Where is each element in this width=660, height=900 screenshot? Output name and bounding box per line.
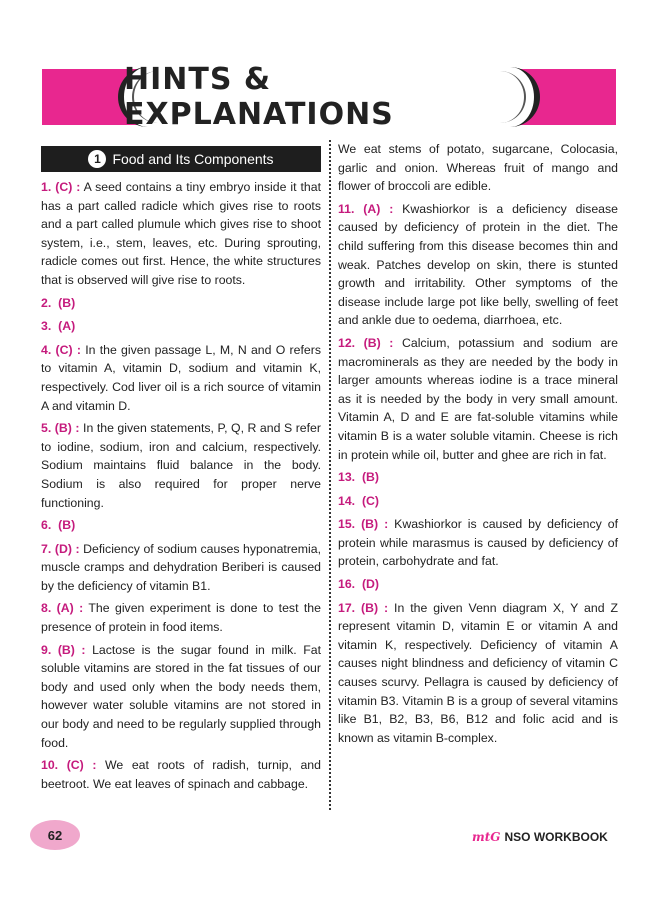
entry-answer: (C) : — [55, 342, 81, 357]
entry-text: Kwashiorkor is a deficiency disease caused by deficiency of protein in the diet. The child suffering from this disease becomes thin and weak. Patches develop on skin, there is stunted growth and irritability. Other symptoms of the disease include large pot like belly, swelling of feet and ankle due to oedema, diarrhoea, etc. — [338, 201, 618, 328]
entry-label: 7. — [41, 541, 52, 556]
entry-answer: (A) — [58, 319, 76, 334]
entry-answer: (B) : — [54, 421, 80, 436]
entry-answer: (B) : — [361, 517, 389, 532]
entry-label: 13. — [338, 470, 356, 485]
header-title-pill — [118, 62, 540, 132]
entry-label: 14. — [338, 493, 356, 508]
entry-answer: (B) — [58, 295, 76, 310]
entry-answer: (A) : — [56, 601, 84, 616]
entry-text: We eat roots of radish, turnip, and beetroot. We eat leaves of spinach and cabbage. — [41, 758, 321, 791]
entry-label: 1. — [41, 180, 52, 194]
answer-entry — [338, 599, 618, 748]
section-heading — [41, 146, 321, 172]
entry-label: 3. — [41, 319, 52, 334]
entry-label: 9. — [41, 642, 52, 657]
answer-entry — [41, 294, 321, 313]
answer-entry — [338, 575, 618, 594]
entry-text: Calcium, potassium and sodium are macrominerals as they are needed by the body in larger amounts whereas iodine is a trace mineral as it is needed by the body in very small amount. Vitamin A, D and E are fat-soluble vitamins while vitamin B is a water soluble vitamin. Cheese is rich in protein while oil, butter and ghee are rich in fat. — [338, 335, 618, 462]
entry-answer: (B) : — [57, 642, 86, 657]
entry-label: 5. — [41, 421, 52, 436]
entry-label: 16. — [338, 577, 356, 592]
entry-answer: (C) : — [66, 758, 97, 773]
answer-entry — [338, 515, 618, 571]
entry-label: 8. — [41, 601, 52, 616]
entry-label: 11. — [338, 201, 355, 216]
entry-answer: (C) : — [55, 180, 81, 194]
entry-label: 17. — [338, 600, 356, 615]
answer-entry — [338, 200, 618, 330]
book-title: NSO WORKBOOK — [504, 830, 608, 844]
entry-label: 6. — [41, 518, 52, 533]
entry-label: 10. — [41, 758, 59, 773]
entry-answer: (B) — [58, 518, 76, 533]
left-column — [41, 146, 321, 797]
section-number-badge: 1 — [88, 150, 106, 168]
publisher-logo: mtG — [472, 830, 501, 844]
entry-text: In the given Venn diagram X, Y and Z represent vitamin D, vitamin E or vitamin A and vitamin K, respectively. Deficiency of vitamin A causes night blindness and deficiency of vitamin C causes scurvy. Pellagra is caused by deficiency of vitamin B3. Vitamin B is a group of several vitamins like B1, B2, B3, B6, B12 and folic acid and is known as vitamin B-complex. — [338, 600, 618, 745]
answer-entry — [41, 516, 321, 535]
answer-entry — [41, 599, 321, 636]
answer-entry — [338, 468, 618, 487]
entry-text: In the given passage L, M, N and O refers to vitamin A, vitamin D, sodium and vitamin K, respectively. Cod liver oil is a rich source of vitamin A and vitamin D. — [41, 342, 321, 413]
answer-entry — [41, 341, 321, 415]
entry-answer: (D) — [361, 577, 380, 592]
entry-text: A seed contains a tiny embryo inside it that has a part called radicle which gives rise to roots and a part called plumule which gives rise to shoot system, i.e., stem, leaves, etc. During sprouting, radicle comes out first. Hence, the white structures that is observed will give rise to roots. — [41, 180, 321, 287]
answer-entry — [338, 334, 618, 464]
entry-label: 12. — [338, 335, 356, 350]
entry-label: 15. — [338, 517, 356, 532]
page-number: 62 — [47, 827, 63, 843]
answer-entry — [41, 641, 321, 753]
answer-entry — [41, 419, 321, 512]
entry-text: Deficiency of sodium causes hyponatremia, muscle cramps and dehydration Beriberi is caused by the deficiency of vitamin B1. — [41, 541, 321, 593]
entry-text: Kwashiorkor is caused by deficiency of protein while marasmus is caused by deficiency of protein, carbohydrate and fat. — [338, 517, 618, 569]
page-number-badge — [30, 820, 80, 850]
answer-entry — [41, 178, 321, 290]
entry-answer: (B) : — [361, 600, 389, 615]
entry-answer: (B) : — [363, 335, 394, 350]
entry-text: In the given statements, P, Q, R and S refer to iodine, sodium, iron and calcium, respectively. Sodium maintains fluid balance in the body. Sodium is also required for proper nerve functioning. — [41, 421, 321, 510]
entry-label: 4. — [41, 342, 52, 357]
entry-text: The given experiment is done to test the presence of protein in food items. — [41, 601, 321, 635]
continued-text: We eat stems of potato, sugarcane, Colocasia, garlic and onion. Whereas fruit of mango and flower of broccoli are edible. — [338, 142, 618, 194]
entry-answer: (A) : — [363, 201, 394, 216]
footer-brand — [472, 830, 608, 844]
answer-entry — [338, 492, 618, 511]
right-column — [338, 140, 618, 751]
answer-entry — [41, 756, 321, 793]
entry-answer: (D) : — [54, 541, 80, 556]
entry-answer: (C) — [361, 493, 380, 508]
entry-label: 2. — [41, 295, 52, 310]
page-title: HINTS & EXPLANATIONS — [124, 62, 394, 132]
section-title: Food and Its Components — [112, 150, 274, 167]
entry-text: Lactose is the sugar found in milk. Fat soluble vitamins are stored in the fat tissues of our body and used only when the body needs them, however water soluble vitamins are not stored in our body and need to be regularly supplied through food. — [41, 642, 321, 750]
answer-entry — [41, 540, 321, 596]
column-divider — [329, 140, 331, 810]
entry-answer: (B) — [361, 470, 380, 485]
answer-entry — [41, 317, 321, 336]
